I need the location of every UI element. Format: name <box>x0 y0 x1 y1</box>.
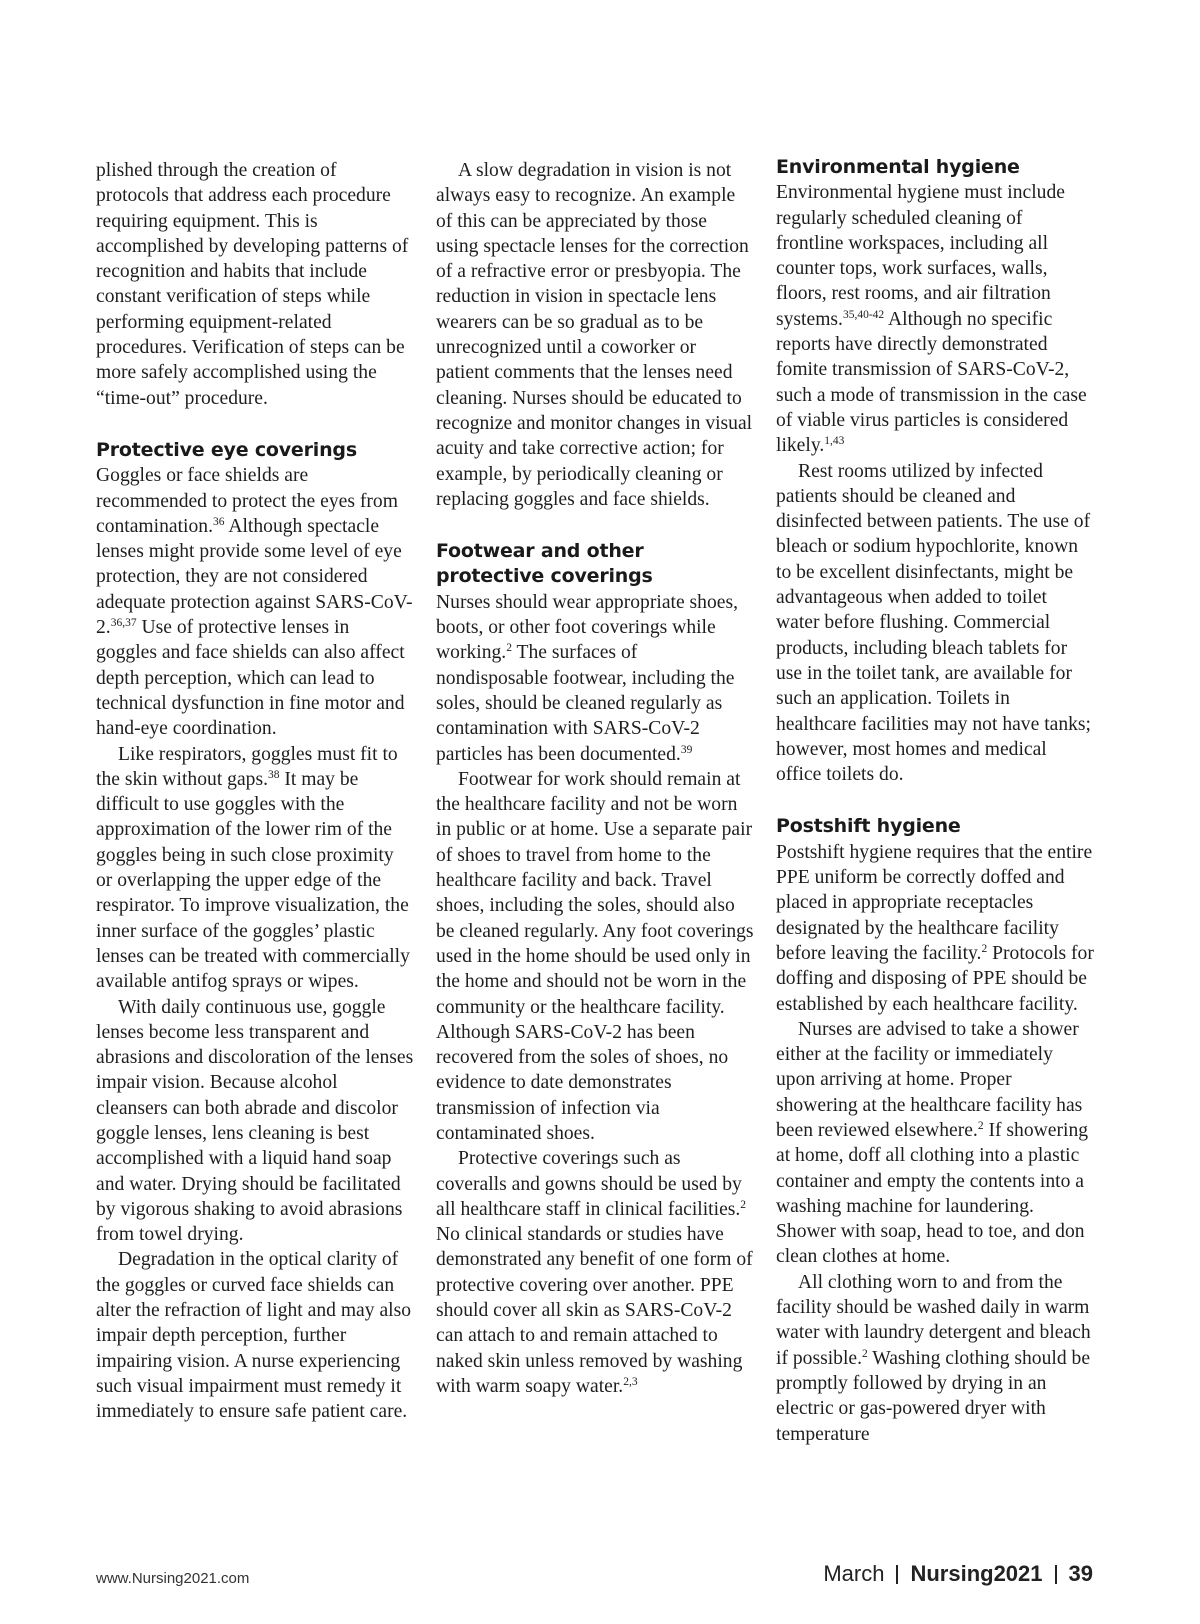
paragraph: Postshift hygiene requires that the entire PPE uniform be correctly doffed and placed in appropriate receptacles designated by the healthcare facility before leaving the facility.$^2$ Protocols for doffing and disposing of PPE should be established by each healthcare facility. <box>776 841 1094 1015</box>
paragraph: All clothing worn to and from the facility should be washed daily in warm water with laundry detergent and bleach if possible.$^2$ Washing clothing should be promptly followed by drying in an electric or gas-powered dryer with temperature <box>776 1271 1091 1445</box>
citation: 2 <box>740 1198 747 1211</box>
citation: 38 <box>267 768 280 781</box>
paragraph: Protective coverings such as coveralls and gowns should be used by all healthcare staff in clinical facilities.$^2$ No clinical standards or studies have demonstrated any benefit of one form of protective covering over another. PPE should cover all skin as SARS-CoV-2 can attach to and remain attached to naked skin unless removed by washing with warm soapy water.$^{2,3}$ <box>436 1148 753 1397</box>
paragraph: Like respirators, goggles must fit to the skin without gaps.$^{38}$ It may be difficult to use goggles with the approximation of the lower rim of the goggles being in such close proximity or overlapping the upper edge of the respirator. To improve visualization, the inner surface of the goggles’ plastic lenses can be treated with commercially available antifog sprays or wipes. <box>96 743 410 993</box>
footer-month: March <box>823 1561 885 1586</box>
citation: 39 <box>680 743 693 756</box>
paragraph: Degradation in the optical clarity of the goggles or curved face shields can alter the refraction of light and may also impair depth perception, further impairing vision. A nurse experiencing such visual impairment must remedy it immediately to ensure safe patient care. <box>96 1249 412 1423</box>
citation: 2 <box>862 1347 868 1360</box>
section-heading-footwear: Footwear and other protective coverings <box>436 540 653 588</box>
paragraph: Goggles or face shields are recommended to protect the eyes from contamination.$^{36}$ Although spectacle lenses might provide some level of eye protection, they are not considered adequate protection against SARS-CoV-2.$^{36,37}$ Use of protective lenses in goggles and face shields can also affect depth perception, which can lead to technical dysfunction in fine motor and hand-eye coordination. <box>96 465 413 740</box>
footer-divider <box>1055 1565 1057 1584</box>
paragraph: Nurses are advised to take a shower either at the facility or immediately upon arriving at home. Proper showering at the healthcare facility has been reviewed elsewhere.$^2$ If showering at home, doff all clothing into a plastic container and empty the contents into a washing machine for laundering. Shower with soap, head to toe, and don clean clothes at home. <box>776 1018 1089 1268</box>
paragraph: plished through the creation of protocols that address each procedure requiring equipment. This is accomplished by developing patterns of recognition and habits that include constant verification of steps while performing equipment-related procedures. Verification of steps can be more safely accomplished using the “time-out” procedure. <box>96 160 409 409</box>
section-heading-postshift-hygiene: Postshift hygiene <box>776 815 961 838</box>
section-heading-eye-coverings: Protective eye coverings <box>96 438 357 461</box>
footer-divider <box>896 1565 898 1584</box>
paragraph: Environmental hygiene must include regularly scheduled cleaning of frontline workspaces, including all counter tops, work surfaces, walls, floors, rest rooms, and air filtration systems.$^{35,40-42}$ Although no specific reports have directly demonstrated fomite transmission of SARS-CoV-2, such a mode of transmission in the case of viable virus particles is considered likely.$^{1,43}$ <box>776 182 1087 457</box>
column-3 <box>776 158 1094 1447</box>
citation: 2 <box>506 642 512 655</box>
footer-folio <box>823 1561 1093 1587</box>
citation: 36,37 <box>110 617 137 630</box>
citation: 35,40-42 <box>842 308 885 321</box>
page-number: 39 <box>1068 1561 1093 1586</box>
paragraph: With daily continuous use, goggle lenses become less transparent and abrasions and discoloration of the lenses impair vision. Because alcohol cleansers can both abrade and discolor goggle lenses, lens cleaning is best accomplished with a liquid hand soap and water. Drying should be facilitated by vigorous shaking to avoid abrasions from towel drying. <box>96 996 414 1246</box>
column-2 <box>436 158 754 1399</box>
citation: 2 <box>977 1119 984 1132</box>
column-1 <box>96 158 414 1425</box>
footer-url[interactable]: www.Nursing2021.com <box>96 1570 250 1587</box>
citation: 1,43 <box>824 435 845 448</box>
paragraph: Nurses should wear appropriate shoes, boots, or other foot coverings while working.$^2$ The surfaces of nondisposable footwear, including the soles, should be cleaned regularly as contamination with SARS-CoV-2 particles has been documented.$^{39}$ <box>436 591 738 765</box>
paragraph: Rest rooms utilized by infected patients should be cleaned and disinfected between patients. The use of bleach or sodium hypochlorite, known to be excellent disinfectants, might be advantageous when added to toilet water before flushing. Commercial products, including bleach tablets for use in the toilet tank, are available for such an application. Toilets in healthcare facilities may not have tanks; however, most homes and medical office toilets do. <box>776 460 1092 786</box>
paragraph: A slow degradation in vision is not always easy to recognize. An example of this can be appreciated by those using spectacle lenses for the correction of a refractive error or presbyopia. The reduction in vision in spectacle lens wearers can be so gradual as to be unrecognized until a coworker or patient comments that the lenses need cleaning. Nurses should be educated to recognize and monitor changes in visual acuity and take corrective action; for example, by periodically cleaning or replacing goggles and face shields. <box>436 160 753 510</box>
section-heading-environmental-hygiene: Environmental hygiene <box>776 156 1020 178</box>
citation: 36 <box>213 515 225 528</box>
citation: 2,3 <box>623 1375 638 1388</box>
footer-magazine: Nursing2021 <box>910 1561 1043 1586</box>
paragraph: Footwear for work should remain at the healthcare facility and not be worn in public or at home. Use a separate pair of shoes to travel from home to the healthcare facility and back. Travel shoes, including the soles, should also be cleaned regularly. Any foot coverings used in the home should be used only in the home and should not be worn in the community or the healthcare facility. Although SARS-CoV-2 has been recovered from the soles of shoes, no evidence to date demonstrates transmission of infection via contaminated shoes. <box>436 768 754 1144</box>
citation: 2 <box>981 942 988 955</box>
